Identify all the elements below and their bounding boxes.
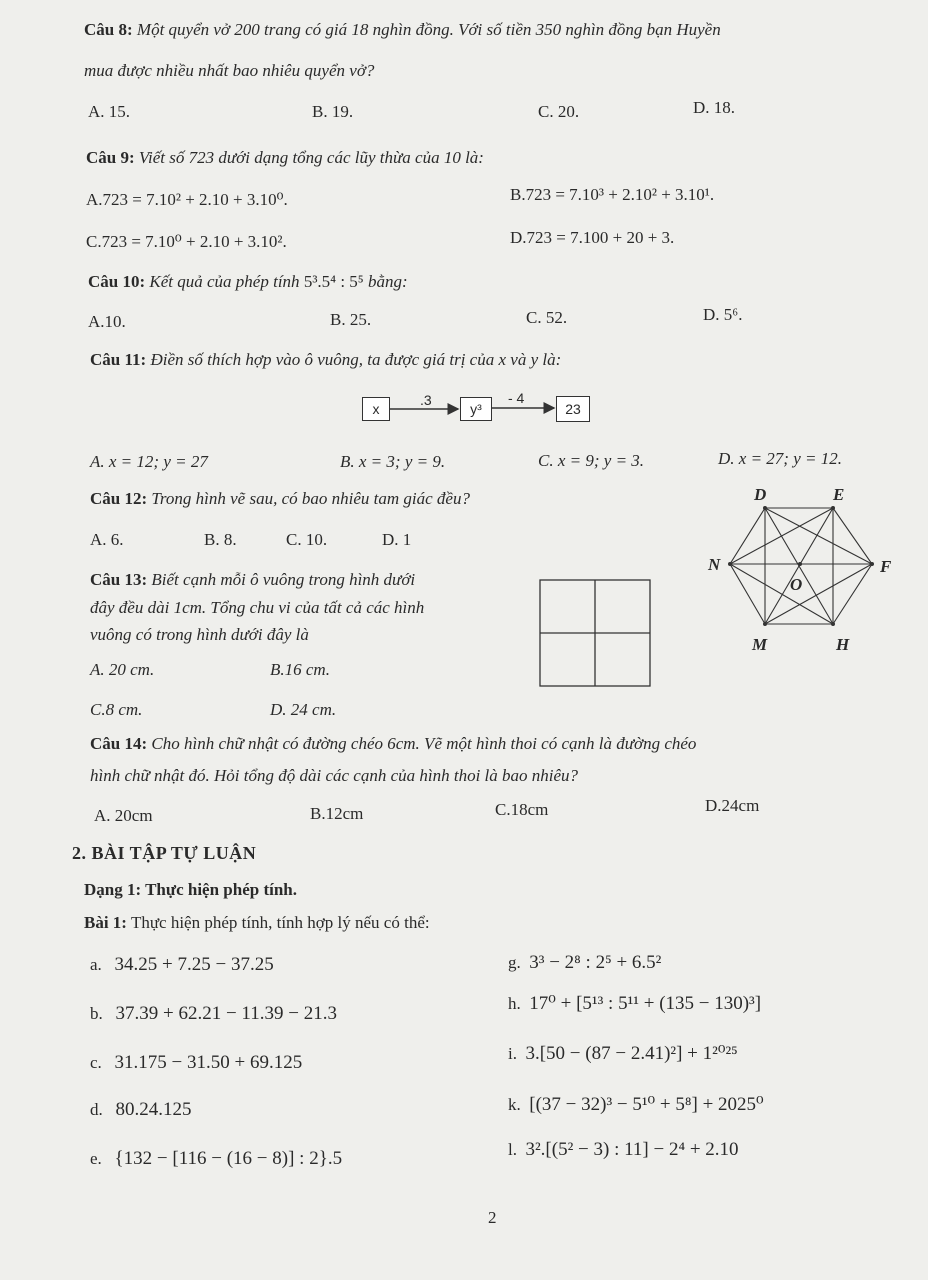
q14-text-line2: hình chữ nhật đó. Hỏi tổng độ dài các cạnh của hình thoi là bao nhiêu? <box>90 766 579 785</box>
q8-text-line2: mua được nhiều nhất bao nhiêu quyển vở? <box>84 61 375 80</box>
q10-option-c: C. 52. <box>526 308 568 327</box>
q11-option-a: A. x = 12; y = 27 <box>90 452 208 471</box>
q11-option-c: C. x = 9; y = 3. <box>538 451 645 470</box>
q8-option-b: B. 19. <box>312 102 354 121</box>
bai1-item-i: i. 3.[50 − (87 − 2.41)²] + 1²⁰²⁵ <box>508 1043 738 1064</box>
q9-text: Câu 9: Viết số 723 dưới dạng tổng các lũy thừa của 10 là: <box>86 148 484 167</box>
flow-arrows <box>0 0 928 440</box>
hex-label-f: F <box>880 557 892 576</box>
q11-text: Câu 11: Điền số thích hợp vào ô vuông, ta được giá trị của x và y là: <box>90 350 562 369</box>
q9-option-b: B.723 = 7.10³ + 2.10² + 3.10¹. <box>510 185 715 204</box>
q13-text-line2: đây đều dài 1cm. Tổng chu vi của tất cả các hình <box>90 598 425 617</box>
bai1-text: Bài 1: Thực hiện phép tính, tính hợp lý nếu có thể: <box>84 913 430 932</box>
q14-text-line1: Câu 14: Cho hình chữ nhật có đường chéo 6cm. Vẽ một hình thoi có cạnh là đường chéo <box>90 734 697 753</box>
flow-box-y: y³ <box>460 397 492 421</box>
q14-option-b: B.12cm <box>310 804 364 823</box>
q8-text1: Một quyển vở 200 trang có giá 18 nghìn đồng. Với số tiền 350 nghìn đồng bạn Huyền <box>136 20 721 39</box>
q9-option-c: C.723 = 7.10⁰ + 2.10 + 3.10². <box>86 232 287 251</box>
section-title: 2. BÀI TẬP TỰ LUẬN <box>72 843 257 863</box>
q14-option-d: D.24cm <box>705 796 760 815</box>
q14-option-c: C.18cm <box>495 800 549 819</box>
hex-label-m: M <box>752 635 768 654</box>
flow-op-minus: - 4 <box>508 390 525 406</box>
q9-option-a: A.723 = 7.10² + 2.10 + 3.10⁰. <box>86 190 288 209</box>
q13-option-a: A. 20 cm. <box>90 660 155 679</box>
hexagon-figure <box>690 480 910 660</box>
bai1-item-c: c. 31.175 − 31.50 + 69.125 <box>90 1052 303 1073</box>
hex-label-e: E <box>833 485 845 504</box>
bai1-item-k: k. [(37 − 32)³ − 5¹⁰ + 5⁸] + 2025⁰ <box>508 1094 764 1115</box>
q12-text: Câu 12: Trong hình vẽ sau, có bao nhiêu tam giác đều? <box>90 489 470 508</box>
bai1-item-g: g. 3³ − 2⁸ : 2⁵ + 6.5² <box>508 952 662 973</box>
q13-option-d: D. 24 cm. <box>270 700 337 719</box>
q12-option-b: B. 8. <box>204 530 237 549</box>
q14-option-a: A. 20cm <box>94 806 153 825</box>
q8-option-a: A. 15. <box>88 102 131 121</box>
q10-text: Câu 10: Kết quả của phép tính 5³.5⁴ : 5⁵ bằng: <box>88 272 408 291</box>
dang1-title: Dạng 1: Thực hiện phép tính. <box>84 880 298 899</box>
q10-option-b: B. 25. <box>330 310 372 329</box>
q13-text-line3: vuông có trong hình dưới đây là <box>90 625 309 644</box>
bai1-item-a: a. 34.25 + 7.25 − 37.25 <box>90 954 274 975</box>
q13-text-line1: Câu 13: Biết cạnh mỗi ô vuông trong hình dưới <box>90 570 416 589</box>
flow-box-x: x <box>362 397 390 421</box>
bai1-item-d: d. 80.24.125 <box>90 1099 192 1120</box>
flow-box-result: 23 <box>556 396 590 422</box>
q8-label: Câu 8: <box>84 20 133 39</box>
hex-label-d: D <box>754 485 767 504</box>
square-grid-figure <box>539 578 655 690</box>
hex-label-o: O <box>790 575 803 594</box>
bai1-item-h: h. 17⁰ + [5¹³ : 5¹¹ + (135 − 130)³] <box>508 993 762 1014</box>
q10-option-d: D. 5⁶. <box>703 305 743 324</box>
q13-option-b: B.16 cm. <box>270 660 330 679</box>
q11-option-b: B. x = 3; y = 9. <box>340 452 446 471</box>
q12-option-a: A. 6. <box>90 530 124 549</box>
q8-option-c: C. 20. <box>538 102 580 121</box>
q10-option-a: A.10. <box>88 312 126 331</box>
q12-option-d: D. 1 <box>382 530 412 549</box>
q11-option-d: D. x = 27; y = 12. <box>718 449 842 468</box>
hex-label-n: N <box>708 555 721 574</box>
page-number: 2 <box>488 1208 497 1227</box>
q8-option-d: D. 18. <box>693 98 736 117</box>
q12-option-c: C. 10. <box>286 530 328 549</box>
bai1-item-l: l. 3².[(5² − 3) : 11] − 2⁴ + 2.10 <box>508 1139 739 1160</box>
bai1-item-b: b. 37.39 + 62.21 − 11.39 − 21.3 <box>90 1003 337 1024</box>
bai1-item-e: e. {132 − [116 − (16 − 8)] : 2}.5 <box>90 1148 343 1169</box>
q9-option-d: D.723 = 7.100 + 20 + 3. <box>510 228 675 247</box>
hex-label-h: H <box>836 635 850 654</box>
flow-op-multiply: .3 <box>420 392 432 408</box>
q13-option-c: C.8 cm. <box>90 700 143 719</box>
